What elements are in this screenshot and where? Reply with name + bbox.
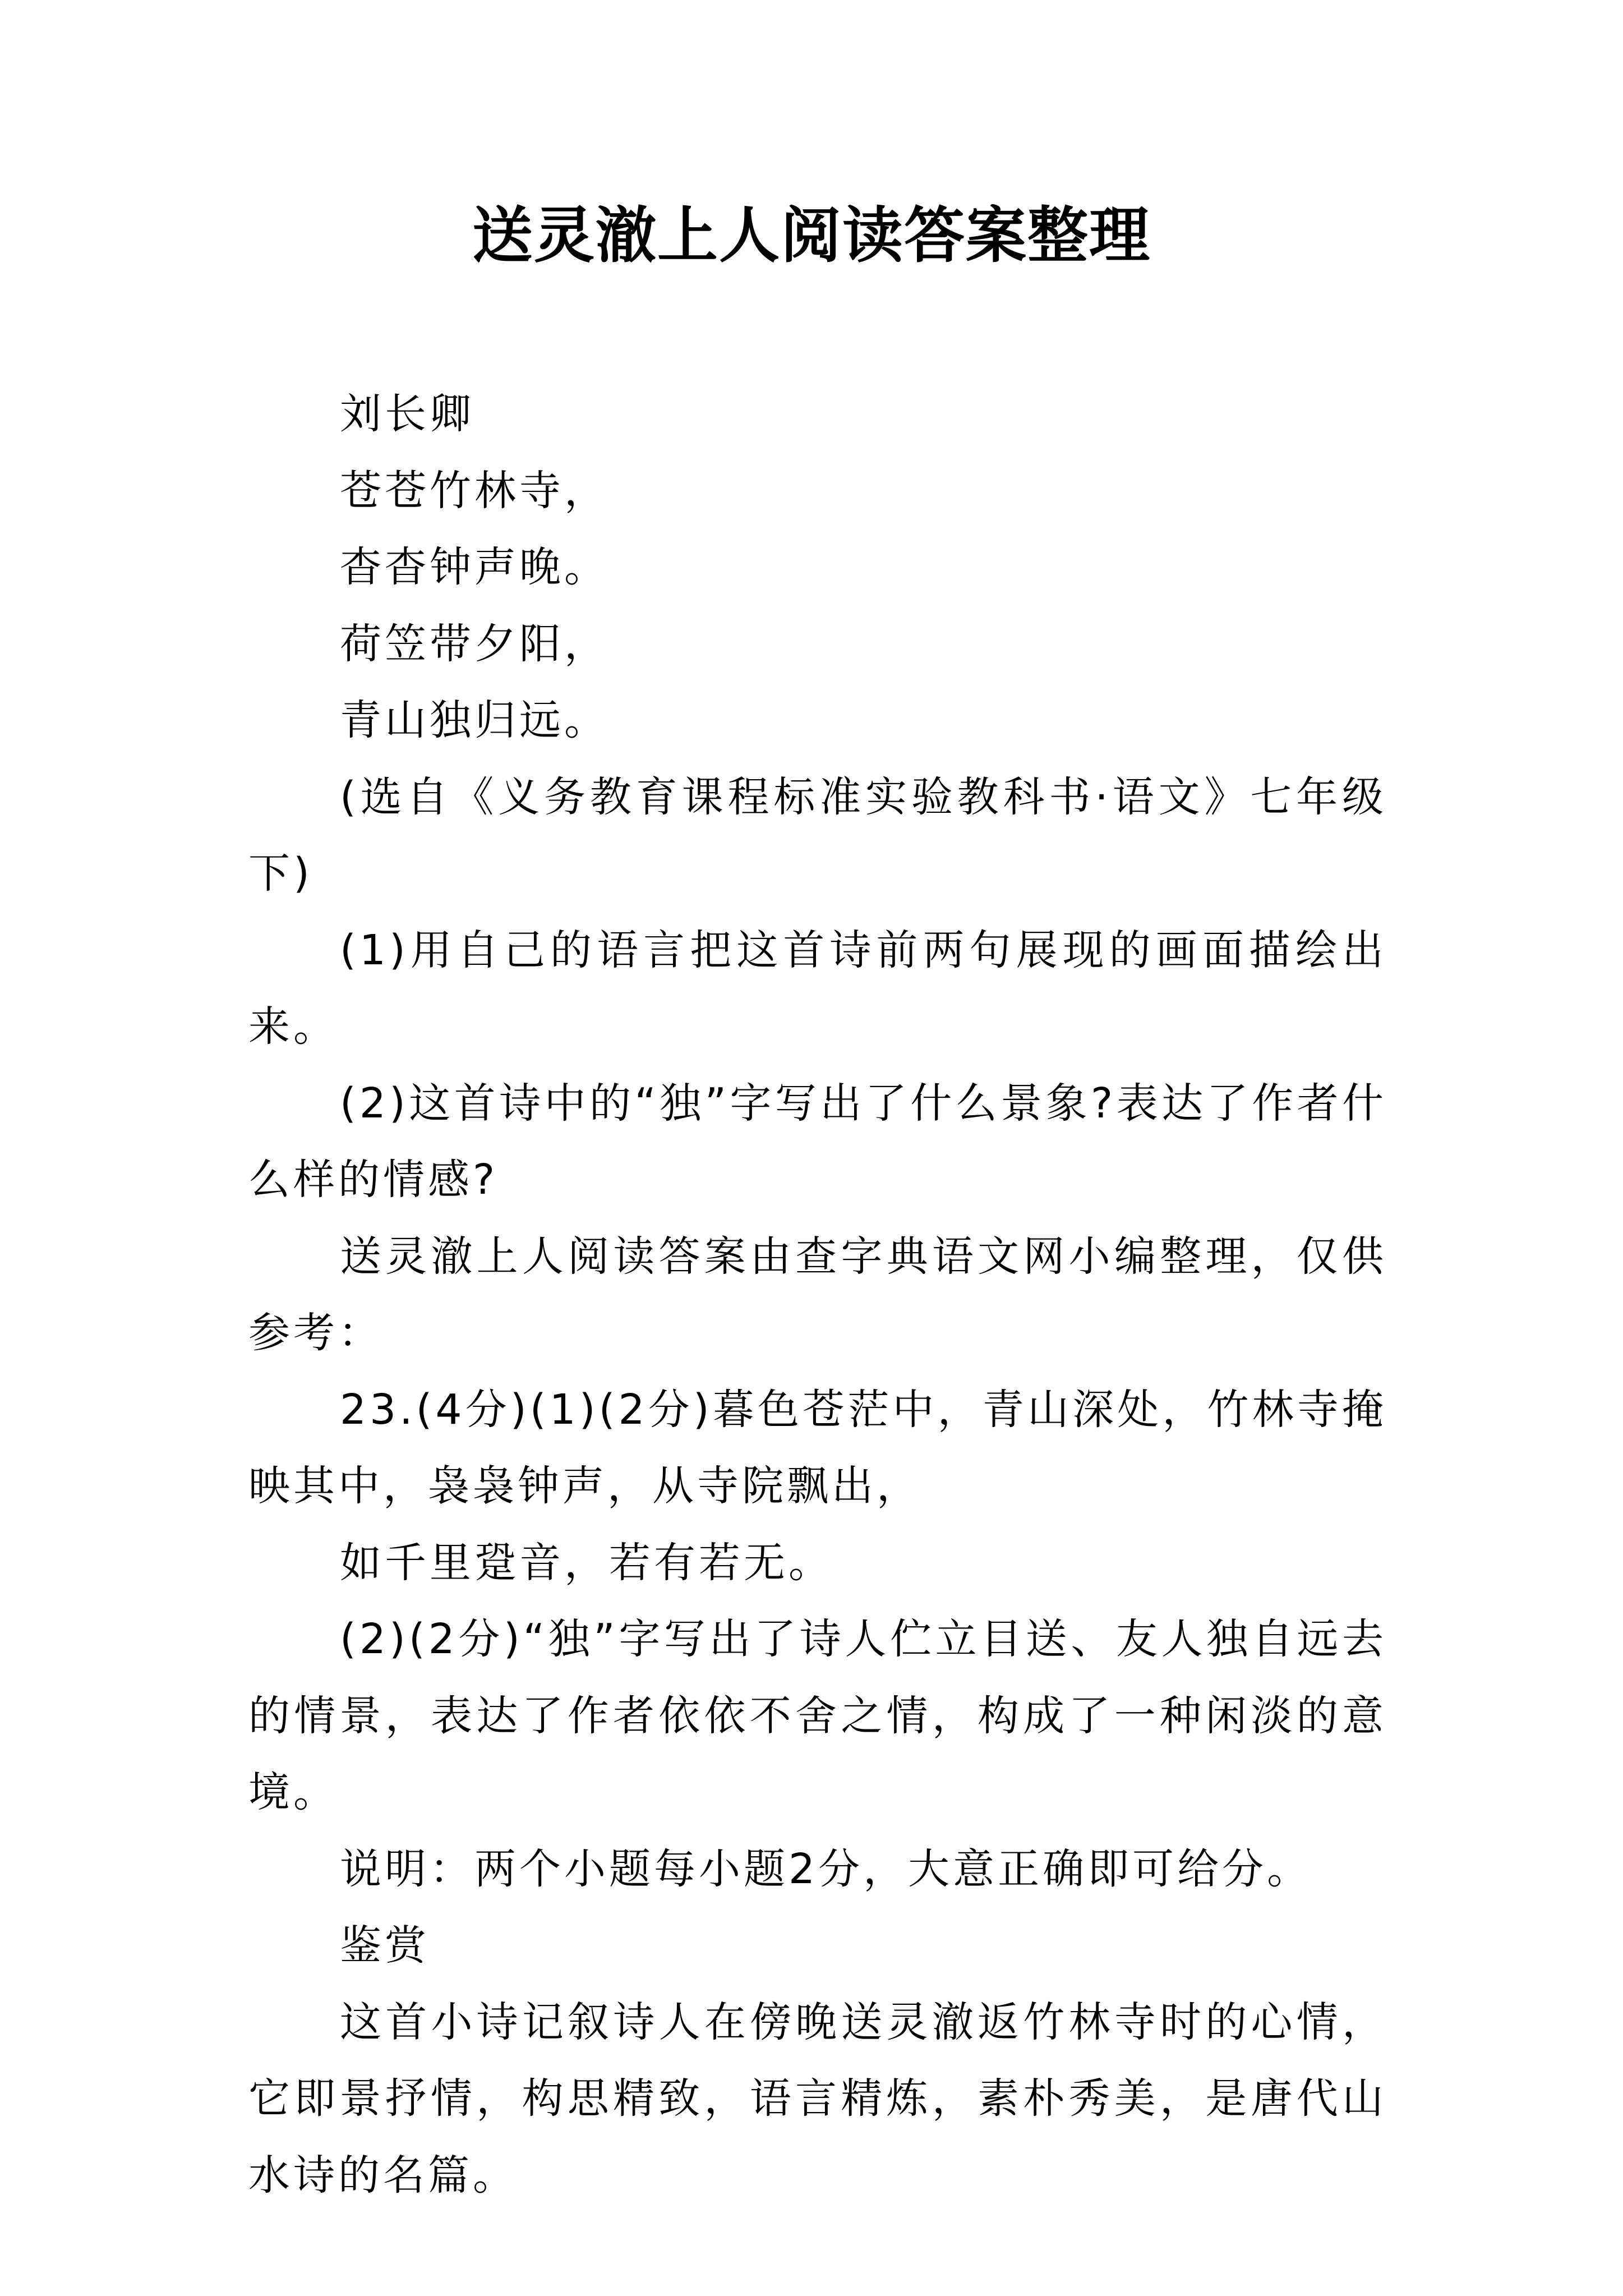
answer-1-continued: 如千里跫音，若有若无。	[340, 1538, 833, 1587]
poem-line: 杳杳钟声晚。	[340, 543, 609, 591]
source-note: (选自《义务教育课程标准实验教科书·语文》七年级下)	[248, 772, 1387, 898]
answer-1: 23.(4分)(1)(2分)暮色苍茫中，青山深处，竹林寺掩映其中，袅袅钟声，从寺院飘出，	[248, 1385, 1387, 1510]
appreciation-text: 这首小诗记叙诗人在傍晚送灵澈返竹林寺时的心情，它即景抒情，构思精致，语言精炼，素朴秀美，是唐代山水诗的名篇。	[248, 1998, 1387, 2200]
question-2: (2)这首诗中的“独”字写出了什么景象?表达了作者什么样的情感?	[248, 1079, 1387, 1204]
appreciation-heading: 鉴赏	[340, 1921, 430, 1970]
document-body	[248, 376, 1387, 2214]
scoring-note: 说明：两个小题每小题2分，大意正确即可给分。	[340, 1844, 1312, 1893]
document-title: 送灵澈上人阅读答案整理	[472, 200, 1151, 271]
poem-line: 荷笠带夕阳，	[340, 619, 609, 668]
poem-line: 苍苍竹林寺，	[340, 466, 609, 515]
answer-intro: 送灵澈上人阅读答案由查字典语文网小编整理，仅供参考：	[248, 1232, 1387, 1357]
answer-2: (2)(2分)“独”字写出了诗人伫立目送、友人独自远去的情景，表达了作者依依不舍之情，构成了一种闲淡的意境。	[248, 1615, 1387, 1816]
poem-author: 刘长卿	[340, 390, 474, 438]
poem-line: 青山独归远。	[340, 696, 609, 744]
question-1: (1)用自己的语言把这首诗前两句展现的画面描绘出来。	[248, 926, 1387, 1051]
